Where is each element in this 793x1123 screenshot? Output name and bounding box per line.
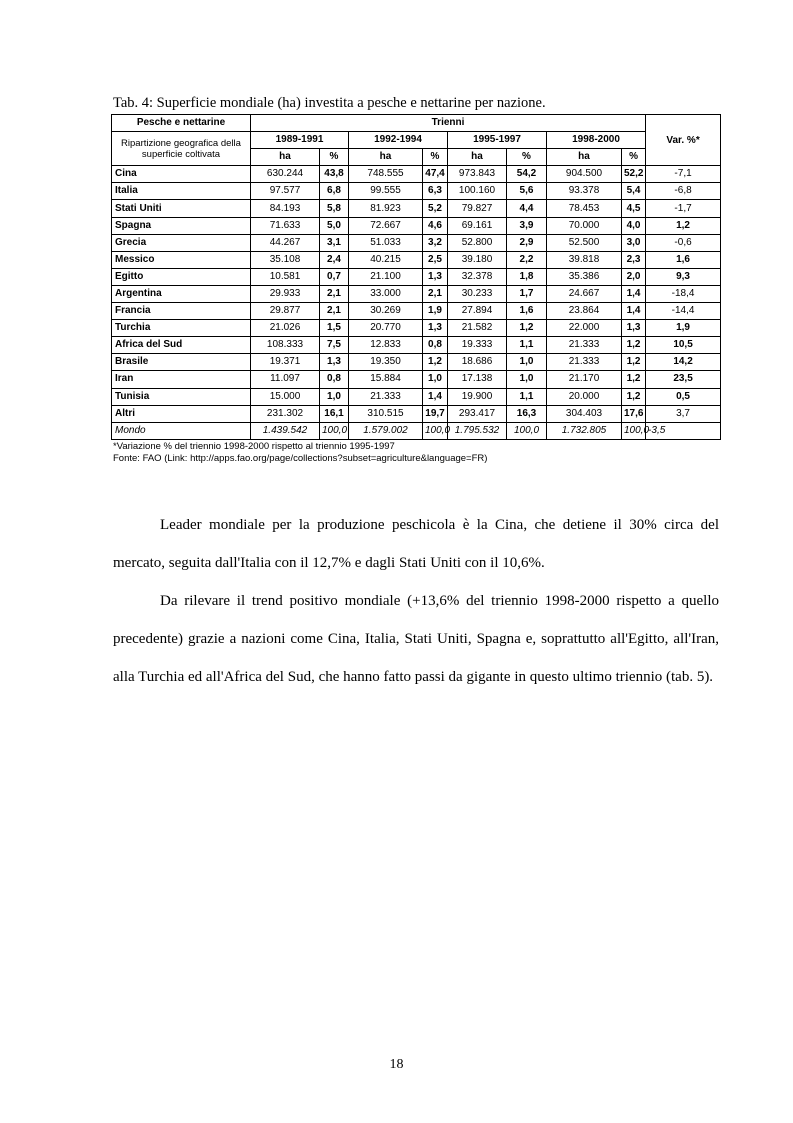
pct-cell: 17,6 xyxy=(622,405,646,422)
pct-cell: 0,8 xyxy=(423,337,448,354)
table-row xyxy=(112,217,721,234)
var-cell: 0,5 xyxy=(646,388,721,405)
ha-cell: 39.818 xyxy=(547,251,622,268)
var-cell: 10,5 xyxy=(646,337,721,354)
table-row xyxy=(112,200,721,217)
var-cell: 1,9 xyxy=(646,320,721,337)
var-cell: 14,2 xyxy=(646,354,721,371)
pct-cell: 4,4 xyxy=(507,200,547,217)
pct-cell: 1,7 xyxy=(507,285,547,302)
table-row xyxy=(112,285,721,302)
pct-cell: 1,8 xyxy=(507,268,547,285)
ha-cell: 11.097 xyxy=(251,371,320,388)
pct-cell: 5,6 xyxy=(507,183,547,200)
page-number: 18 xyxy=(389,1057,404,1072)
ha-cell: 19.371 xyxy=(251,354,320,371)
ha-cell: 904.500 xyxy=(547,166,622,183)
pct-cell: 2,0 xyxy=(622,268,646,285)
ha-cell: 35.386 xyxy=(547,268,622,285)
country-cell: Argentina xyxy=(112,285,251,302)
ha-cell: 20.770 xyxy=(349,320,423,337)
var-cell: -6,8 xyxy=(646,183,721,200)
pct-cell: 19,7 xyxy=(423,405,448,422)
var-cell: -3,5 xyxy=(646,422,721,439)
pct-cell: 3,9 xyxy=(507,217,547,234)
note-variation: *Variazione % del triennio 1998-2000 rispetto al triennio 1995-1997 xyxy=(113,441,395,452)
pct-cell: 1,3 xyxy=(423,320,448,337)
country-cell: Altri xyxy=(112,405,251,422)
var-cell: -14,4 xyxy=(646,303,721,320)
table-row xyxy=(112,337,721,354)
ha-cell: 33.000 xyxy=(349,285,423,302)
pct-cell: 4,0 xyxy=(622,217,646,234)
pct-cell: 47,4 xyxy=(423,166,448,183)
var-cell: -18,4 xyxy=(646,285,721,302)
country-cell: Italia xyxy=(112,183,251,200)
country-cell: Iran xyxy=(112,371,251,388)
ha-cell: 19.333 xyxy=(448,337,507,354)
surface-table xyxy=(111,114,721,440)
ha-cell: 21.582 xyxy=(448,320,507,337)
country-cell: Africa del Sud xyxy=(112,337,251,354)
pct-cell: 1,0 xyxy=(423,371,448,388)
ha-cell: 81.923 xyxy=(349,200,423,217)
pct-cell: 2,9 xyxy=(507,234,547,251)
ha-cell: 79.827 xyxy=(448,200,507,217)
country-cell: Francia xyxy=(112,303,251,320)
ha-cell: 30.269 xyxy=(349,303,423,320)
ha-cell: 23.864 xyxy=(547,303,622,320)
ha-cell: 21.026 xyxy=(251,320,320,337)
ha-cell: 30.233 xyxy=(448,285,507,302)
ha-cell: 27.894 xyxy=(448,303,507,320)
pct-cell: 1,0 xyxy=(507,354,547,371)
country-cell: Messico xyxy=(112,251,251,268)
pct-cell: 5,2 xyxy=(423,200,448,217)
pct-cell: 1,2 xyxy=(507,320,547,337)
pct-cell: 5,4 xyxy=(622,183,646,200)
var-cell: -0,6 xyxy=(646,234,721,251)
header-pct: % xyxy=(622,149,646,166)
ha-cell: 1.579.002 xyxy=(349,422,423,439)
ha-cell: 52.500 xyxy=(547,234,622,251)
pct-cell: 7,5 xyxy=(320,337,349,354)
ha-cell: 29.933 xyxy=(251,285,320,302)
ha-cell: 748.555 xyxy=(349,166,423,183)
header-trienni: Trienni xyxy=(251,115,646,132)
table-row xyxy=(112,268,721,285)
pct-cell: 1,4 xyxy=(423,388,448,405)
pct-cell: 2,3 xyxy=(622,251,646,268)
country-cell: Spagna xyxy=(112,217,251,234)
var-cell: -7,1 xyxy=(646,166,721,183)
ha-cell: 630.244 xyxy=(251,166,320,183)
header-pct: % xyxy=(423,149,448,166)
ha-cell: 24.667 xyxy=(547,285,622,302)
ha-cell: 293.417 xyxy=(448,405,507,422)
ha-cell: 12.833 xyxy=(349,337,423,354)
table-caption: Tab. 4: Superficie mondiale (ha) investita a pesche e nettarine per nazione. xyxy=(113,95,546,111)
ha-cell: 78.453 xyxy=(547,200,622,217)
pct-cell: 1,3 xyxy=(622,320,646,337)
pct-cell: 100,0 xyxy=(320,422,349,439)
pct-cell: 1,3 xyxy=(423,268,448,285)
ha-cell: 21.100 xyxy=(349,268,423,285)
header-period-1: 1989-1991 xyxy=(251,132,349,149)
pct-cell: 3,1 xyxy=(320,234,349,251)
pct-cell: 2,2 xyxy=(507,251,547,268)
header-ha: ha xyxy=(448,149,507,166)
header-pct: % xyxy=(507,149,547,166)
table-row xyxy=(112,183,721,200)
pct-cell: 3,0 xyxy=(622,234,646,251)
country-cell: Turchia xyxy=(112,320,251,337)
ha-cell: 100.160 xyxy=(448,183,507,200)
header-pct: % xyxy=(320,149,349,166)
ha-cell: 21.333 xyxy=(547,354,622,371)
ha-cell: 97.577 xyxy=(251,183,320,200)
pct-cell: 1,1 xyxy=(507,388,547,405)
pct-cell: 16,3 xyxy=(507,405,547,422)
ha-cell: 304.403 xyxy=(547,405,622,422)
ha-cell: 32.378 xyxy=(448,268,507,285)
ha-cell: 40.215 xyxy=(349,251,423,268)
ha-cell: 973.843 xyxy=(448,166,507,183)
ha-cell: 20.000 xyxy=(547,388,622,405)
pct-cell: 1,2 xyxy=(622,371,646,388)
table-row xyxy=(112,422,721,439)
table-row xyxy=(112,303,721,320)
ha-cell: 21.333 xyxy=(547,337,622,354)
pct-cell: 1,0 xyxy=(507,371,547,388)
pct-cell: 43,8 xyxy=(320,166,349,183)
pct-cell: 6,8 xyxy=(320,183,349,200)
ha-cell: 15.000 xyxy=(251,388,320,405)
table-row xyxy=(112,166,721,183)
ha-cell: 15.884 xyxy=(349,371,423,388)
ha-cell: 52.800 xyxy=(448,234,507,251)
pct-cell: 4,6 xyxy=(423,217,448,234)
ha-cell: 39.180 xyxy=(448,251,507,268)
header-ha: ha xyxy=(547,149,622,166)
table-row xyxy=(112,234,721,251)
ha-cell: 18.686 xyxy=(448,354,507,371)
pct-cell: 100,0 xyxy=(507,422,547,439)
ha-cell: 51.033 xyxy=(349,234,423,251)
country-cell: Grecia xyxy=(112,234,251,251)
ha-cell: 310.515 xyxy=(349,405,423,422)
country-cell: Egitto xyxy=(112,268,251,285)
table-row xyxy=(112,371,721,388)
table-notes xyxy=(113,441,487,465)
pct-cell: 1,4 xyxy=(622,285,646,302)
paragraph-2: Da rilevare il trend positivo mondiale (+13,6% del triennio 1998-2000 rispetto a quello precedente) grazie a nazioni come Cina, Italia, Stati Uniti, Spagna e, soprattutto all'Egitto, all'Iran, alla Turchia ed all'Africa del Sud, che hanno fatto passi da gigante in questo ultimo triennio (tab. 5). xyxy=(113,593,719,685)
ha-cell: 1.439.542 xyxy=(251,422,320,439)
ha-cell: 29.877 xyxy=(251,303,320,320)
table-row xyxy=(112,354,721,371)
header-ha: ha xyxy=(349,149,423,166)
ha-cell: 71.633 xyxy=(251,217,320,234)
ha-cell: 70.000 xyxy=(547,217,622,234)
var-cell: 1,6 xyxy=(646,251,721,268)
pct-cell: 1,5 xyxy=(320,320,349,337)
header-product: Pesche e nettarine xyxy=(112,115,251,132)
pct-cell: 5,8 xyxy=(320,200,349,217)
pct-cell: 1,4 xyxy=(622,303,646,320)
pct-cell: 1,1 xyxy=(507,337,547,354)
ha-cell: 99.555 xyxy=(349,183,423,200)
ha-cell: 21.333 xyxy=(349,388,423,405)
pct-cell: 0,8 xyxy=(320,371,349,388)
ha-cell: 72.667 xyxy=(349,217,423,234)
ha-cell: 17.138 xyxy=(448,371,507,388)
table-row xyxy=(112,405,721,422)
ha-cell: 21.170 xyxy=(547,371,622,388)
header-period-4: 1998-2000 xyxy=(547,132,646,149)
pct-cell: 2,1 xyxy=(423,285,448,302)
ha-cell: 1.795.532 xyxy=(448,422,507,439)
pct-cell: 2,1 xyxy=(320,285,349,302)
ha-cell: 22.000 xyxy=(547,320,622,337)
var-cell: 3,7 xyxy=(646,405,721,422)
pct-cell: 1,3 xyxy=(320,354,349,371)
pct-cell: 6,3 xyxy=(423,183,448,200)
header-ripartizione: Ripartizione geografica della superficie coltivata xyxy=(112,132,251,166)
pct-cell: 5,0 xyxy=(320,217,349,234)
ha-cell: 93.378 xyxy=(547,183,622,200)
pct-cell: 2,1 xyxy=(320,303,349,320)
ha-cell: 19.350 xyxy=(349,354,423,371)
ha-cell: 69.161 xyxy=(448,217,507,234)
paragraph-1: Leader mondiale per la produzione peschicola è la Cina, che detiene il 30% circa del mercato, seguita dall'Italia con il 12,7% e dagli Stati Uniti con il 10,6%. xyxy=(113,517,719,571)
header-period-2: 1992-1994 xyxy=(349,132,448,149)
table-row xyxy=(112,251,721,268)
header-period-3: 1995-1997 xyxy=(448,132,547,149)
country-cell: Cina xyxy=(112,166,251,183)
pct-cell: 1,2 xyxy=(423,354,448,371)
pct-cell: 1,2 xyxy=(622,337,646,354)
var-cell: 23,5 xyxy=(646,371,721,388)
pct-cell: 1,6 xyxy=(507,303,547,320)
pct-cell: 3,2 xyxy=(423,234,448,251)
country-cell: Stati Uniti xyxy=(112,200,251,217)
country-cell: Brasile xyxy=(112,354,251,371)
pct-cell: 54,2 xyxy=(507,166,547,183)
pct-cell: 2,4 xyxy=(320,251,349,268)
ha-cell: 44.267 xyxy=(251,234,320,251)
pct-cell: 100,0 xyxy=(622,422,646,439)
ha-cell: 35.108 xyxy=(251,251,320,268)
pct-cell: 1,0 xyxy=(320,388,349,405)
pct-cell: 4,5 xyxy=(622,200,646,217)
header-var: Var. %* xyxy=(646,115,721,166)
pct-cell: 1,9 xyxy=(423,303,448,320)
country-cell: Mondo xyxy=(112,422,251,439)
table-row xyxy=(112,388,721,405)
ha-cell: 19.900 xyxy=(448,388,507,405)
pct-cell: 1,2 xyxy=(622,388,646,405)
ha-cell: 1.732.805 xyxy=(547,422,622,439)
ha-cell: 231.302 xyxy=(251,405,320,422)
ha-cell: 10.581 xyxy=(251,268,320,285)
header-ha: ha xyxy=(251,149,320,166)
pct-cell: 1,2 xyxy=(622,354,646,371)
var-cell: 1,2 xyxy=(646,217,721,234)
pct-cell: 0,7 xyxy=(320,268,349,285)
pct-cell: 52,2 xyxy=(622,166,646,183)
ha-cell: 84.193 xyxy=(251,200,320,217)
pct-cell: 100,0 xyxy=(423,422,448,439)
var-cell: -1,7 xyxy=(646,200,721,217)
var-cell: 9,3 xyxy=(646,268,721,285)
ha-cell: 108.333 xyxy=(251,337,320,354)
table-row xyxy=(112,320,721,337)
country-cell: Tunisia xyxy=(112,388,251,405)
pct-cell: 16,1 xyxy=(320,405,349,422)
note-source: Fonte: FAO (Link: http://apps.fao.org/page/collections?subset=agriculture&language=FR) xyxy=(113,453,488,464)
pct-cell: 2,5 xyxy=(423,251,448,268)
